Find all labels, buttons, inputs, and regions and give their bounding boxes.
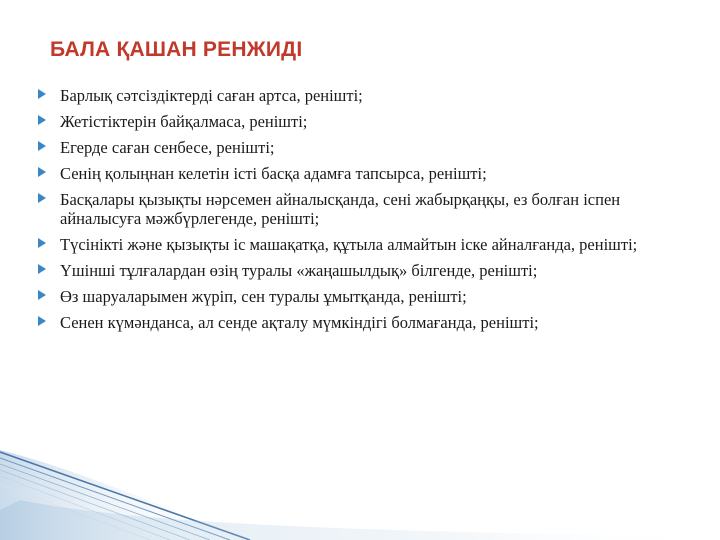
bullet-text: Үшінші тұлғалардан өзің туралы «жаңашылдық» білгенде, ренішті; [60,261,538,280]
bullet-item [36,112,676,131]
bullet-list [36,86,676,339]
slide-title: БАЛА ҚАШАН РЕНЖИДІ [50,38,303,61]
triangle-right-icon [38,141,46,151]
triangle-right-icon [38,264,46,274]
triangle-right-icon [38,193,46,203]
bullet-item [36,287,676,306]
triangle-right-icon [38,238,46,248]
triangle-right-icon [38,89,46,99]
bullet-text: Жетістіктерін байқалмаса, ренішті; [60,112,308,131]
decorative-swoosh [0,440,720,540]
bullet-text: Басқалары қызықты нәрсемен айналысқанда, сені жабырқаңқы, ез болған іспен айналысуға мәжбүрлегенде, ренішті; [60,190,621,228]
bullet-item [36,138,676,157]
triangle-right-icon [38,115,46,125]
bullet-item [36,261,676,280]
bullet-item [36,164,676,183]
triangle-right-icon [38,167,46,177]
bullet-text: Сенен күмәнданса, ал сенде ақталу мүмкіндігі болмағанда, ренішті; [60,313,539,332]
bullet-item [36,235,676,254]
triangle-right-icon [38,316,46,326]
triangle-right-icon [38,290,46,300]
bullet-text: Түсінікті және қызықты іс машақатқа, құтыла алмайтын іске айналғанда, ренішті; [60,235,638,254]
bullet-item [36,86,676,105]
bullet-text: Өз шаруаларымен жүріп, сен туралы ұмытқанда, ренішті; [60,287,467,306]
bullet-text: Сенің қолыңнан келетін істі басқа адамға тапсырса, ренішті; [60,164,487,183]
bullet-text: Барлық сәтсіздіктерді саған артса, ренішті; [60,86,363,105]
bullet-text: Егерде саған сенбесе, ренішті; [60,138,275,157]
bullet-item [36,313,676,332]
bullet-item [36,190,676,228]
